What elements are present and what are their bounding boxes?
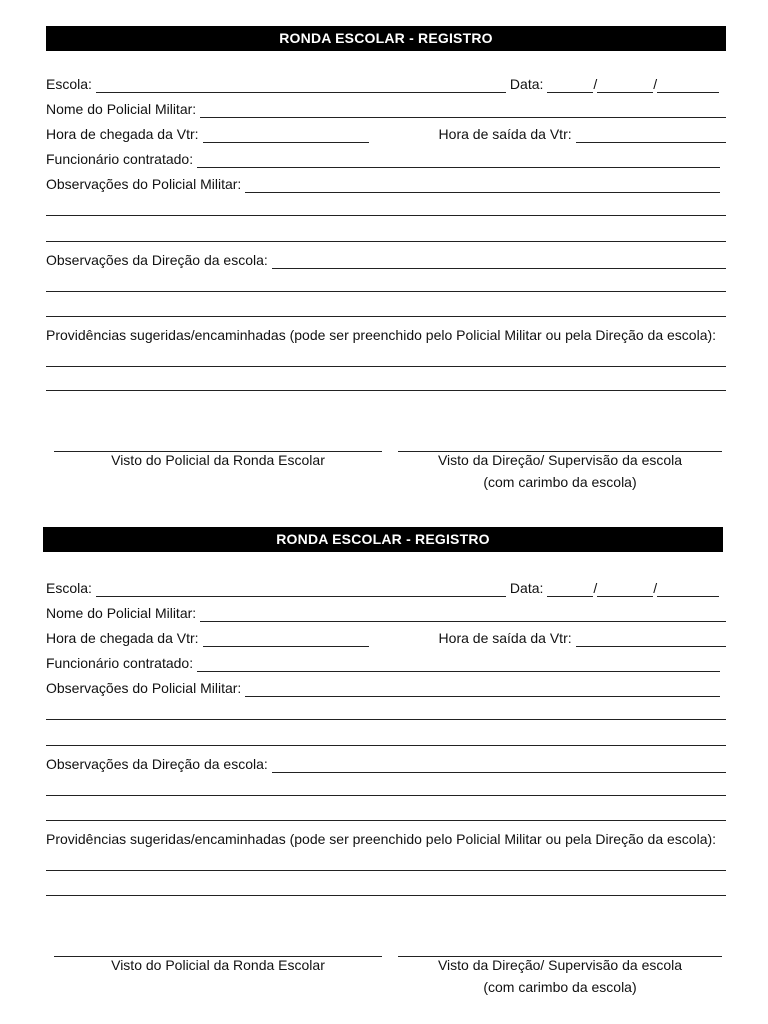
date-separator: / — [653, 580, 658, 596]
escola-label: Escola: — [46, 76, 92, 92]
funcionario-row — [46, 148, 726, 168]
obs-policial-label: Observações do Policial Militar: — [46, 680, 242, 696]
providencias-line[interactable] — [46, 870, 726, 871]
obs-direcao-line[interactable] — [46, 316, 726, 317]
funcionario-label: Funcionário contratado: — [46, 151, 194, 167]
policial-field[interactable] — [200, 608, 726, 622]
obs-policial-row — [46, 677, 726, 697]
policial-label: Nome do Policial Militar: — [46, 101, 197, 117]
date-separator: / — [593, 76, 598, 92]
escola-field[interactable] — [96, 79, 506, 93]
data-label: Data: — [509, 76, 544, 92]
providencias-row — [46, 324, 726, 344]
providencias-row — [46, 828, 726, 848]
saida-field[interactable] — [576, 129, 726, 143]
obs-policial-line[interactable] — [46, 215, 726, 216]
data-label: Data: — [509, 580, 544, 596]
visto-carimbo-label: (com carimbo da escola) — [483, 979, 637, 995]
horario-row — [46, 627, 726, 647]
policial-row — [46, 98, 726, 118]
funcionario-label: Funcionário contratado: — [46, 655, 194, 671]
obs-direcao-field[interactable] — [272, 759, 726, 773]
escola-label: Escola: — [46, 580, 92, 596]
providencias-label: Providências sugeridas/encaminhadas (pode ser preenchido pelo Policial Militar ou pela Direção da escola): — [46, 831, 717, 847]
obs-policial-line[interactable] — [46, 241, 726, 242]
date-year-field[interactable] — [657, 79, 719, 93]
registro-form-1 — [0, 0, 768, 505]
obs-policial-field[interactable] — [245, 683, 720, 697]
obs-direcao-row — [46, 753, 726, 773]
obs-policial-line[interactable] — [46, 719, 726, 720]
chegada-field[interactable] — [203, 129, 369, 143]
providencias-line[interactable] — [46, 895, 726, 896]
obs-direcao-line[interactable] — [46, 820, 726, 821]
policial-label: Nome do Policial Militar: — [46, 605, 197, 621]
obs-policial-label: Observações do Policial Militar: — [46, 176, 242, 192]
date-day-field[interactable] — [547, 79, 593, 93]
date-day-field[interactable] — [547, 583, 593, 597]
saida-label: Hora de saída da Vtr: — [438, 630, 572, 646]
saida-field[interactable] — [576, 633, 726, 647]
escola-row — [46, 73, 726, 93]
date-separator: / — [593, 580, 598, 596]
chegada-field[interactable] — [203, 633, 369, 647]
escola-row — [46, 577, 726, 597]
visto-direcao-label: Visto da Direção/ Supervisão da escola — [437, 452, 683, 468]
obs-direcao-field[interactable] — [272, 255, 726, 269]
horario-row — [46, 123, 726, 143]
policial-row — [46, 602, 726, 622]
date-year-field[interactable] — [657, 583, 719, 597]
visto-policial-label: Visto do Policial da Ronda Escolar — [111, 452, 325, 468]
visto-policial-label: Visto do Policial da Ronda Escolar — [111, 957, 325, 973]
date-month-field[interactable] — [597, 79, 653, 93]
saida-label: Hora de saída da Vtr: — [438, 126, 572, 142]
visto-carimbo-label: (com carimbo da escola) — [483, 474, 637, 490]
form-title: RONDA ESCOLAR - REGISTRO — [46, 26, 726, 51]
providencias-line[interactable] — [46, 390, 726, 391]
date-month-field[interactable] — [597, 583, 653, 597]
funcionario-field[interactable] — [197, 658, 720, 672]
obs-direcao-label: Observações da Direção da escola: — [46, 756, 268, 772]
obs-direcao-row — [46, 249, 726, 269]
providencias-line[interactable] — [46, 366, 726, 367]
obs-policial-field[interactable] — [245, 179, 720, 193]
visto-direcao-label: Visto da Direção/ Supervisão da escola — [437, 957, 683, 973]
funcionario-field[interactable] — [197, 154, 720, 168]
policial-field[interactable] — [200, 104, 726, 118]
obs-direcao-label: Observações da Direção da escola: — [46, 252, 268, 268]
obs-direcao-line[interactable] — [46, 291, 726, 292]
obs-policial-line[interactable] — [46, 745, 726, 746]
chegada-label: Hora de chegada da Vtr: — [46, 630, 199, 646]
providencias-label: Providências sugeridas/encaminhadas (pode ser preenchido pelo Policial Militar ou pela Direção da escola): — [46, 327, 717, 343]
registro-form-2 — [0, 505, 768, 1010]
obs-policial-row — [46, 173, 726, 193]
form-title: RONDA ESCOLAR - REGISTRO — [43, 527, 723, 552]
obs-direcao-line[interactable] — [46, 795, 726, 796]
date-separator: / — [653, 76, 658, 92]
chegada-label: Hora de chegada da Vtr: — [46, 126, 199, 142]
escola-field[interactable] — [96, 583, 506, 597]
funcionario-row — [46, 652, 726, 672]
